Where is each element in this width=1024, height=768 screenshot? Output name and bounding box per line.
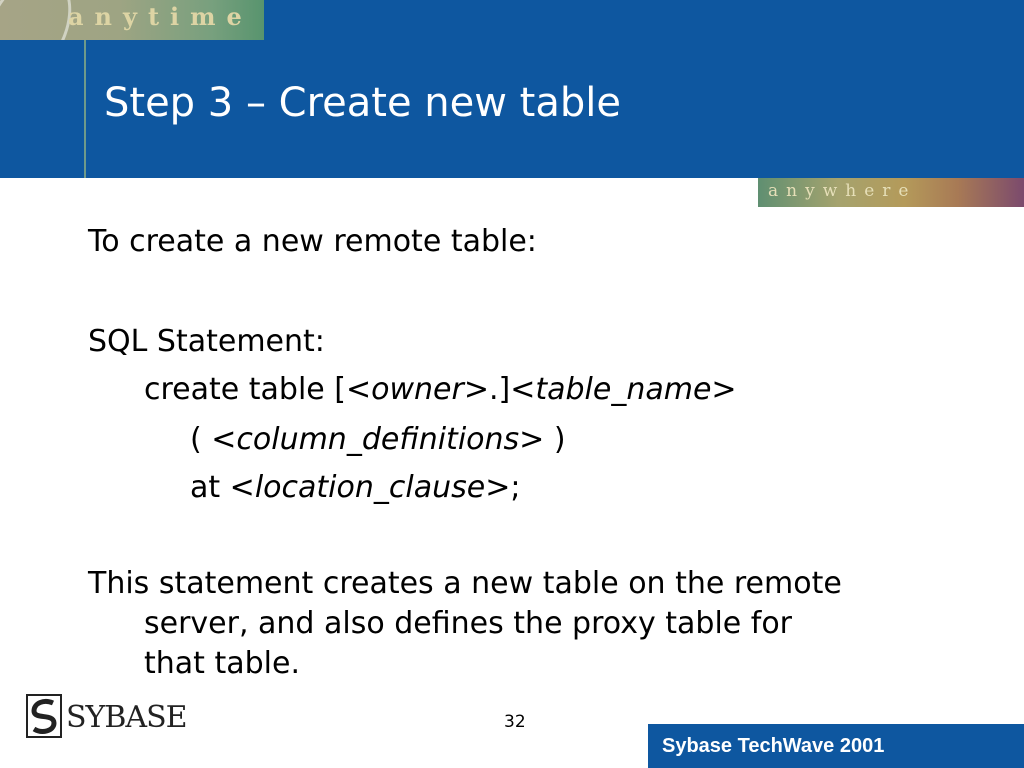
sql-line-columns — [190, 420, 566, 460]
sql-text: at < — [190, 470, 255, 505]
header-divider — [84, 40, 86, 178]
intro-text: To create a new remote table: — [88, 224, 537, 259]
anywhere-banner — [758, 178, 1024, 207]
anywhere-word: anywhere — [768, 181, 917, 201]
owner-placeholder: owner — [371, 372, 464, 407]
description-line: server, and also defines the proxy table for — [144, 606, 793, 641]
sybase-wordmark: SYBASE — [66, 700, 187, 735]
location-clause-placeholder: location_clause — [254, 470, 486, 505]
sybase-logo-icon — [26, 694, 62, 738]
sql-text: >.]< — [463, 372, 536, 407]
sql-line-location — [190, 468, 520, 508]
anytime-word: anytime — [68, 2, 253, 31]
sybase-logo — [26, 694, 186, 740]
sql-text: create table [< — [144, 372, 372, 407]
column-definitions-placeholder: column_definitions — [236, 422, 520, 457]
description-line: that table. — [144, 646, 300, 681]
sql-text: ( < — [190, 422, 237, 457]
table-name-placeholder: table_name — [535, 372, 712, 407]
sql-line-create — [144, 370, 737, 410]
slide-title: Step 3 – Create new table — [104, 80, 621, 126]
event-name: Sybase TechWave 2001 — [662, 735, 885, 757]
sql-text: >; — [485, 470, 521, 505]
sql-text: > ) — [519, 422, 566, 457]
anytime-banner — [0, 0, 264, 40]
sql-text: > — [711, 372, 737, 407]
description-paragraph — [88, 564, 998, 684]
page-number: 32 — [504, 712, 526, 732]
sql-label: SQL Statement: — [88, 324, 325, 359]
description-line: This statement creates a new table on the remote — [88, 566, 842, 601]
